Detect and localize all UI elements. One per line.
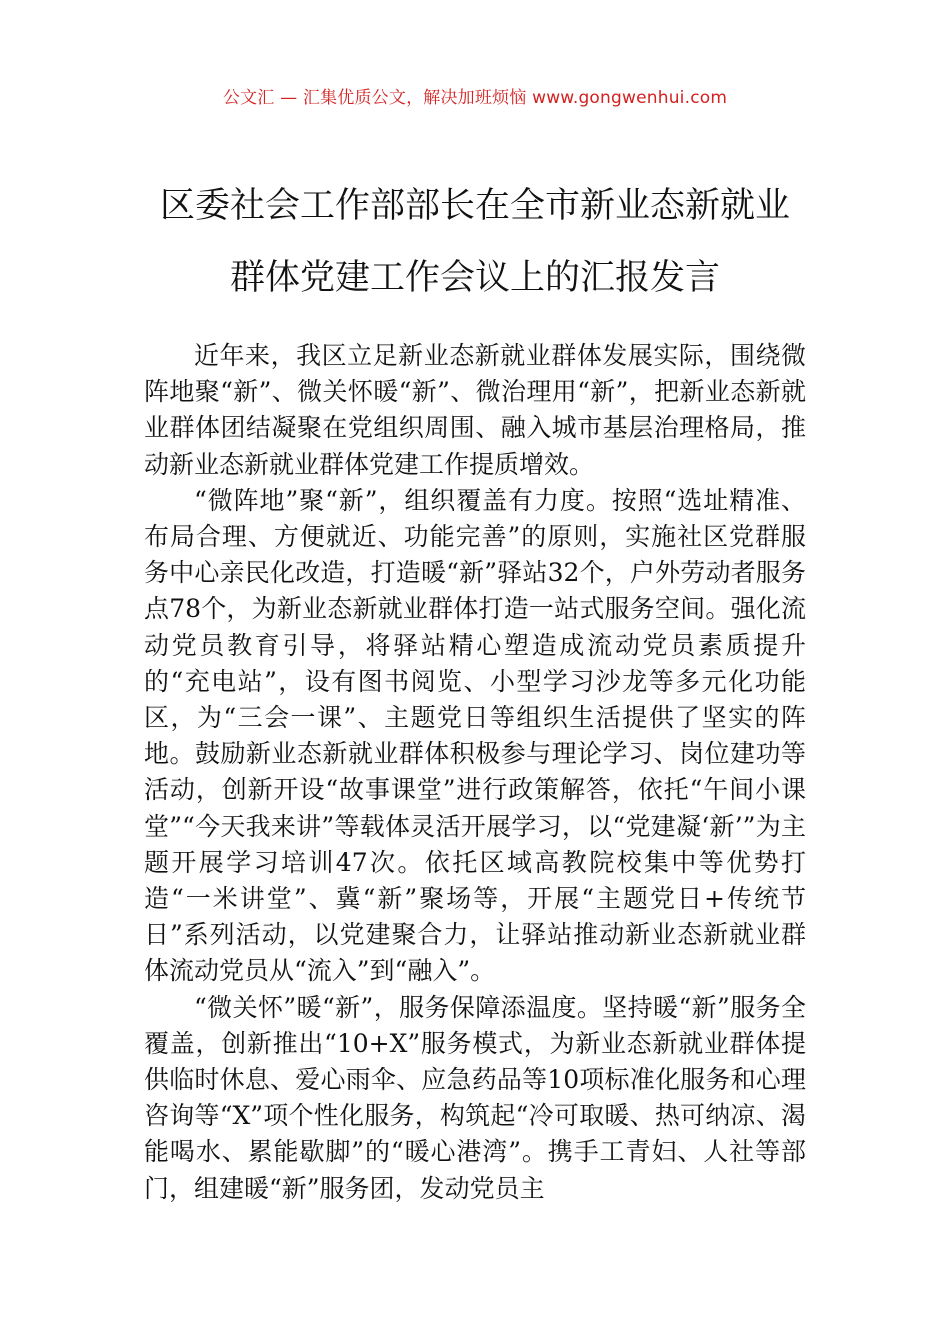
title-line-1: 区委社会工作部部长在全市新业态新就业 xyxy=(159,186,790,226)
paragraph-micro-care: “微关怀”暖“新”，服务保障添温度。坚持暖“新”服务全覆盖，创新推出“10+X”服务模式，为新业态新就业群体提供临时休息、爱心雨伞、应急药品等10项标准化服务和心理咨询等“X”项个性化服务，构筑起“冷可取暖、热可纳凉、渴能喝水、累能歇脚”的“暖心港湾”。携手工青妇、人社等部门，组建暖“新”服务团，发动党员主 xyxy=(144,992,806,1203)
paragraph-micro-position: “微阵地”聚“新”，组织覆盖有力度。按照“选址精准、布局合理、方便就近、功能完善”的原则，实施社区党群服务中心亲民化改造，打造暖“新”驿站32个，户外劳动者服务点78个，为新业态新就业群体打造一站式服务空间。强化流动党员教育引导，将驿站精心塑造成流动党员素质提升的“充电站”，设有图书阅览、小型学习沙龙等多元化功能区，为“三会一课”、主题党日等组织生活提供了坚实的阵地。鼓励新业态新就业群体积极参与理论学习、岗位建功等活动，创新开设“故事课堂”进行政策解答，依托“午间小课堂”“今天我来讲”等载体灵活开展学习，以“党建凝‘新’”为主题开展学习培训47次。依托区域高教院校集中等优势打造“一米讲堂”、冀“新”聚场等，开展“主题党日+传统节日”系列活动，以党建聚合力，让驿站推动新业态新就业群体流动党员从“流入”到“融入”。 xyxy=(144,485,806,986)
title-line-2: 群体党建工作会议上的汇报发言 xyxy=(229,258,720,298)
paragraph-intro: 近年来，我区立足新业态新就业群体发展实际，围绕微阵地聚“新”、微关怀暖“新”、微治理用“新”，把新业态新就业群体团结凝聚在党组织周围、融入城市基层治理格局，推动新业态新就业群体党建工作提质增效。 xyxy=(144,341,806,479)
document-title xyxy=(120,170,830,314)
document-body xyxy=(144,338,806,1207)
watermark-header: 公文汇 — 汇集优质公文，解决加班烦恼 www.gongwenhui.com xyxy=(222,88,728,108)
